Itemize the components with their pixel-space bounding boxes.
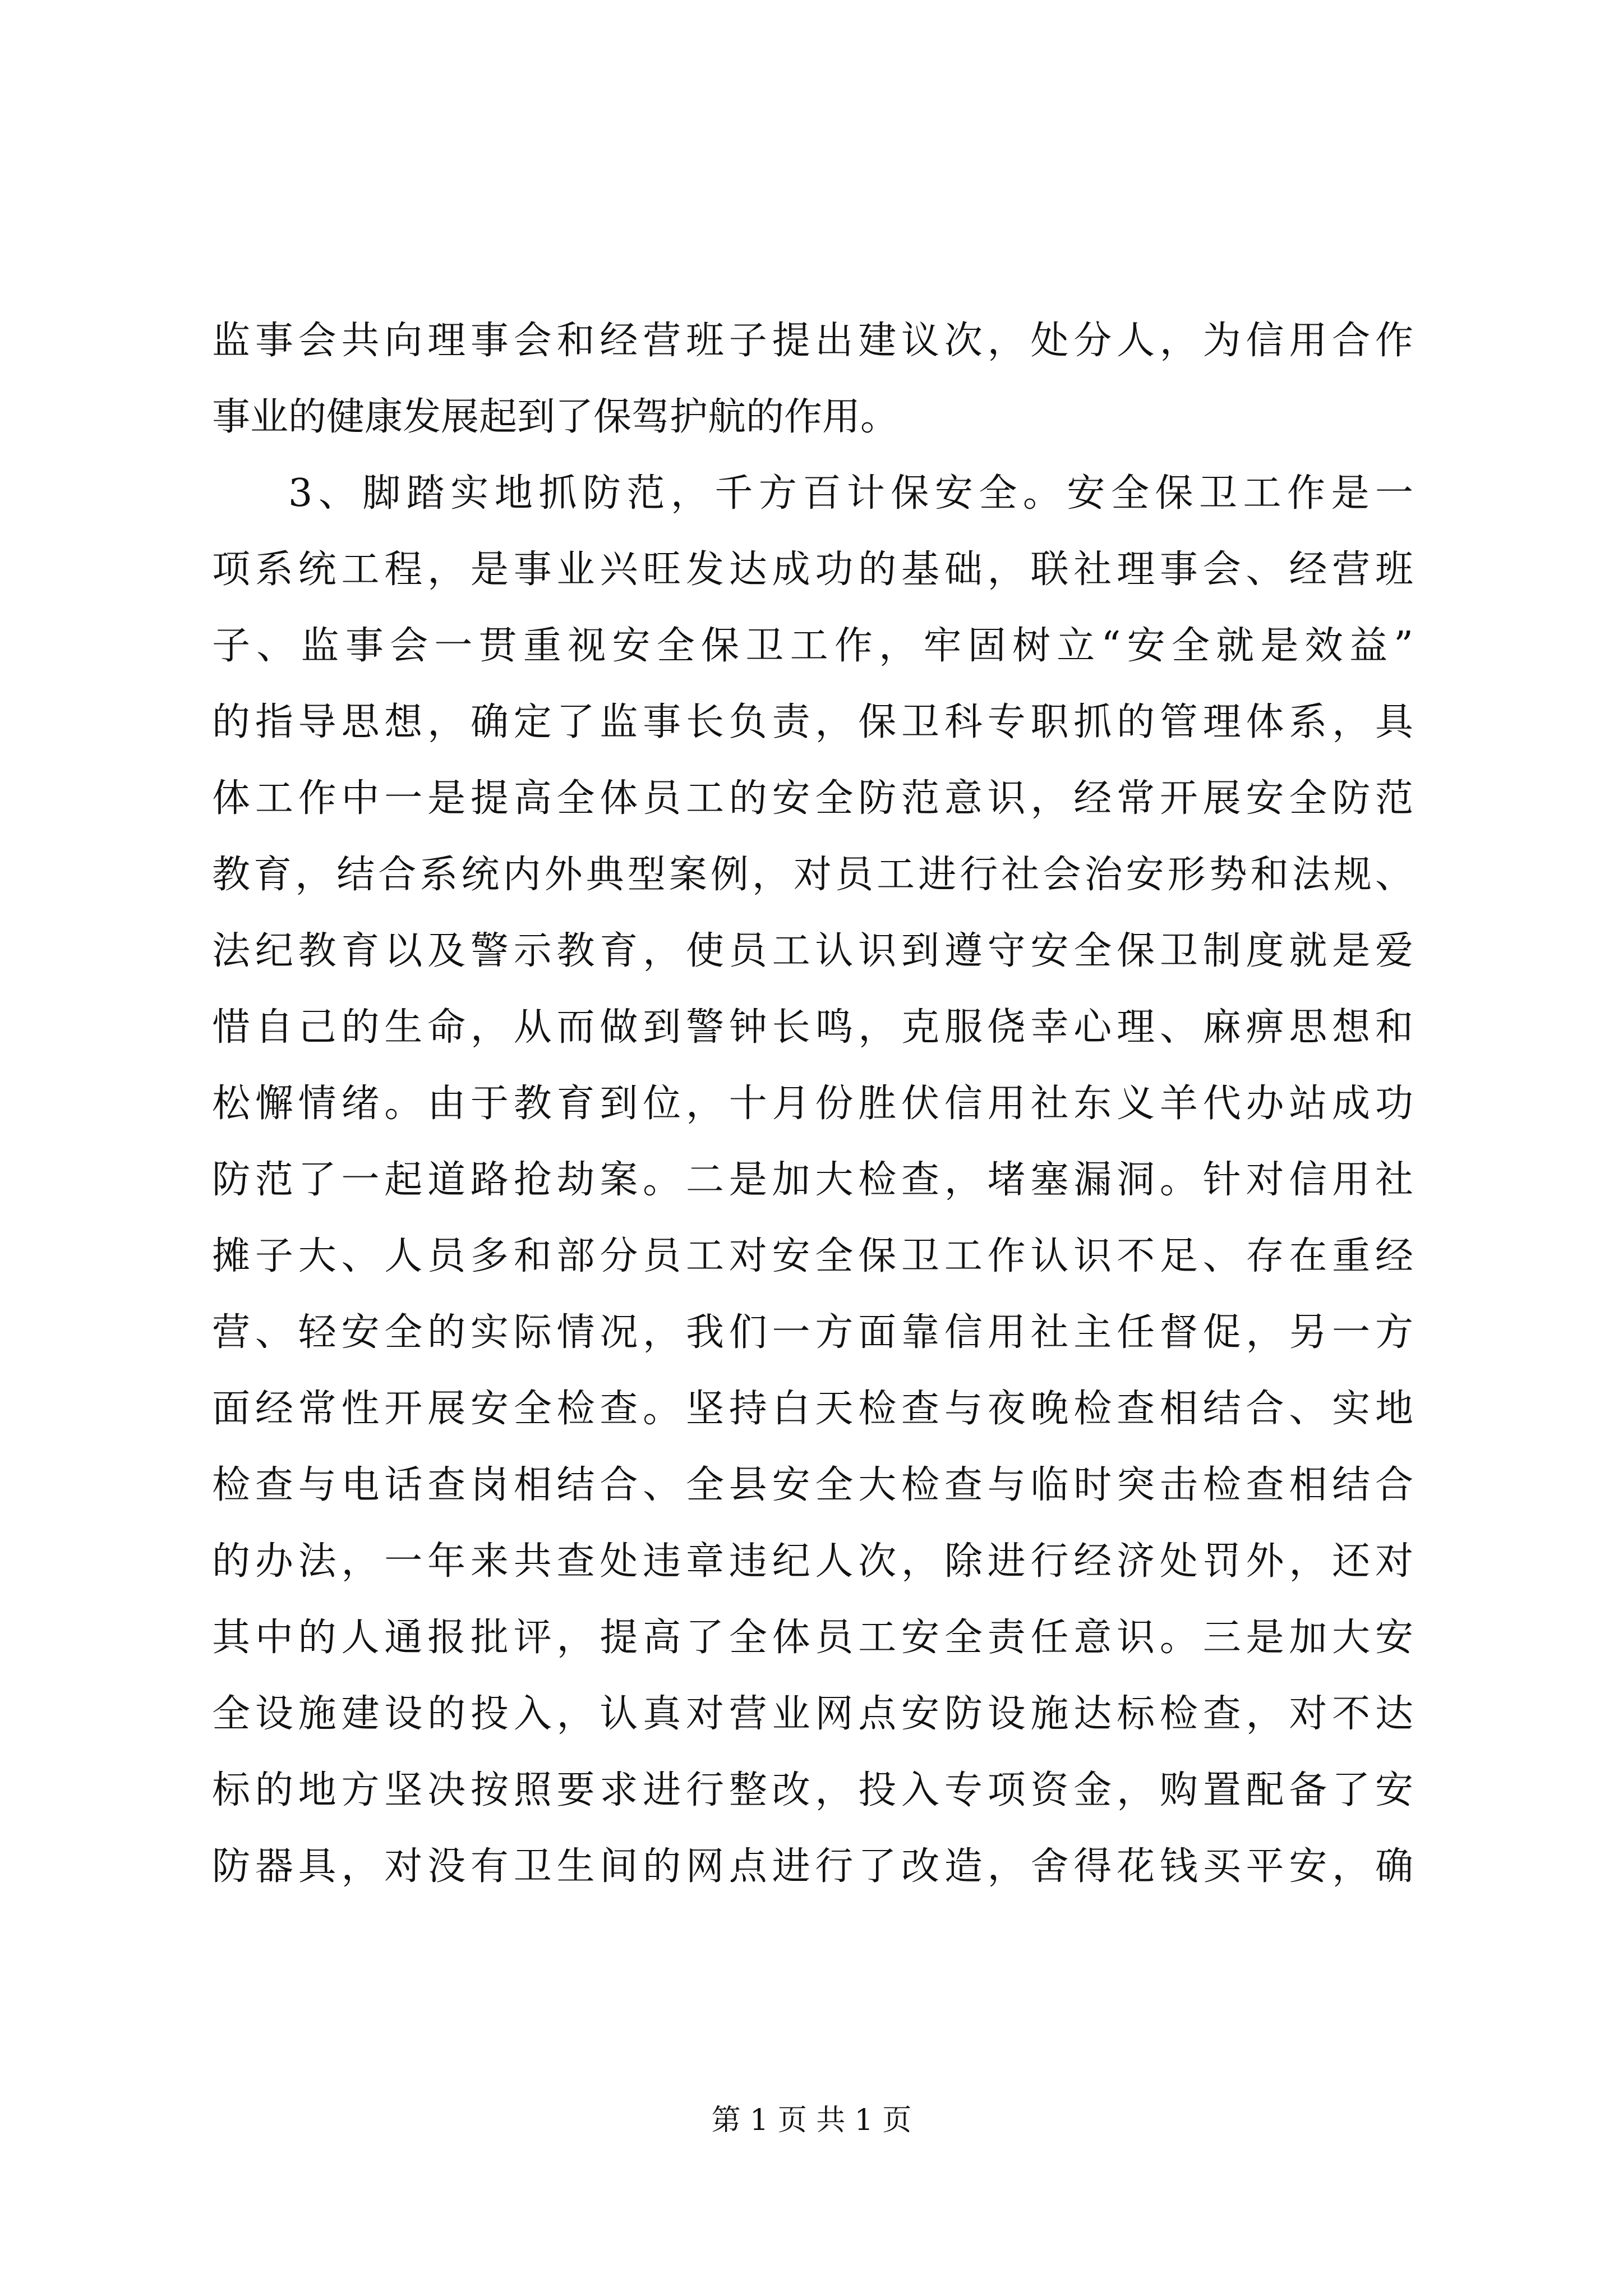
- text-line: 检查与电话查岗相结合、全县安全大检查与临时突击检查相结合: [212, 1463, 1413, 1507]
- text-line: 3、脚踏实地抓防范，千方百计保安全。安全保卫工作是一: [288, 471, 1413, 516]
- text-line: 营、轻安全的实际情况，我们一方面靠信用社主任督促，另一方: [212, 1310, 1413, 1355]
- text-line: 的办法，一年来共查处违章违纪人次，除进行经济处罚外，还对: [212, 1539, 1413, 1584]
- text-line: 监事会共向理事会和经营班子提出建议次，处分人，为信用合作: [212, 319, 1413, 363]
- body-text: [212, 303, 1413, 1905]
- text-line: 教育，结合系统内外典型案例，对员工进行社会治安形势和法规、: [212, 853, 1413, 897]
- text-line: 法纪教育以及警示教育，使员工认识到遵守安全保卫制度就是爱: [212, 929, 1413, 973]
- text-line: 标的地方坚决按照要求进行整改，投入专项资金，购置配备了安: [212, 1768, 1413, 1812]
- text-line: 事业的健康发展起到了保驾护航的作用。: [212, 395, 899, 439]
- text-line: 子、监事会一贯重视安全保卫工作，牢固树立“安全就是效益”: [212, 624, 1413, 668]
- text-line: 松懈情绪。由于教育到位，十月份胜伏信用社东义羊代办站成功: [212, 1082, 1413, 1126]
- text-line: 其中的人通报批评，提高了全体员工安全责任意识。三是加大安: [212, 1616, 1413, 1660]
- text-line: 摊子大、人员多和部分员工对安全保卫工作认识不足、存在重经: [212, 1234, 1413, 1278]
- text-line: 防器具，对没有卫生间的网点进行了改造，舍得花钱买平安，确: [212, 1844, 1413, 1889]
- text-line: 体工作中一是提高全体员工的安全防范意识，经常开展安全防范: [212, 776, 1413, 821]
- text-line: 惜自己的生命，从而做到警钟长鸣，克服侥幸心理、麻痹思想和: [212, 1005, 1413, 1050]
- text-line: 项系统工程，是事业兴旺发达成功的基础，联社理事会、经营班: [212, 547, 1413, 592]
- text-line: 的指导思想，确定了监事长负责，保卫科专职抓的管理体系，具: [212, 700, 1413, 744]
- text-line: 防范了一起道路抢劫案。二是加大检查，堵塞漏洞。针对信用社: [212, 1158, 1413, 1202]
- page-footer: [0, 2098, 1623, 2143]
- text-line: 面经常性开展安全检查。坚持白天检查与夜晚检查相结合、实地: [212, 1387, 1413, 1431]
- text-line: 全设施建设的投入，认真对营业网点安防设施达标检查，对不达: [212, 1692, 1413, 1736]
- page-number: 第 1 页 共 1 页: [711, 2104, 912, 2137]
